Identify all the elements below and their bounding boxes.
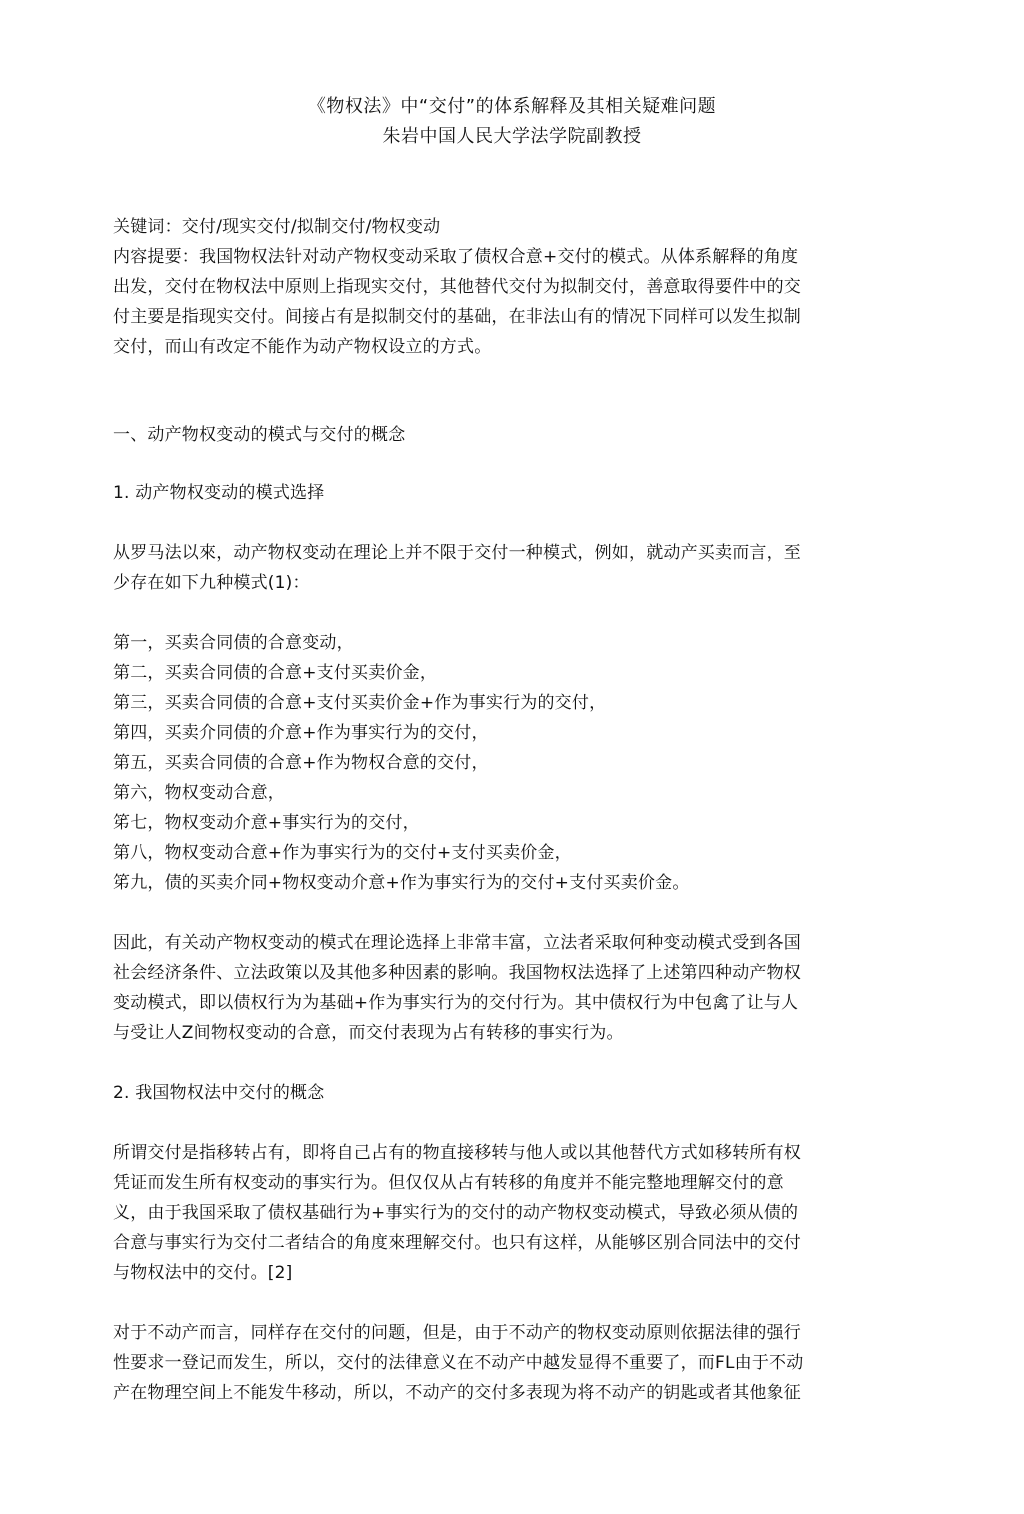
keywords-paragraph xyxy=(113,212,913,242)
paragraph-line: 社会经济条件、立法政策以及其他多种因素的影响。我国物权法选择了上述第四种动产物权 xyxy=(113,963,801,983)
abstract-line: 付主要是指现实交付。间接占有是拟制交付的基础，在非法山有的情况下同样可以发生拟制 xyxy=(113,307,801,327)
subsection-heading: 2. 我国物权法中交付的概念 xyxy=(113,1083,325,1103)
abstract-line: 交付，而山有改定不能作为动产物权设立的方式。 xyxy=(113,337,492,357)
list-item: 第二，买卖合同债的合意+支付买卖价金， xyxy=(113,663,438,683)
abstract-line: 内容提要：我国物权法针对动产物权变动采取了债权合意+交付的模式。从体系解释的角度 xyxy=(113,247,799,267)
list-item: 第一，买卖合同债的合意变动， xyxy=(113,633,354,653)
page-title: 《物权法》中“交付”的体系解释及其相关疑难问题 xyxy=(307,96,717,117)
paragraph-line: 从罗马法以來，动产物权变动在理论上并不限于交付一种模式，例如，就动产买卖而言，至 xyxy=(113,543,801,563)
paragraph-line: 因此，有关动产物权变动的模式在理论选择上非常丰富，立法者采取何种变动模式受到各国 xyxy=(113,933,801,953)
section-heading: 一、动产物权变动的模式与交付的概念 xyxy=(113,425,406,445)
conclusion-paragraph xyxy=(113,928,913,1048)
paragraph-line: 对于不动产而言，同样存在交付的问题，但是，由于不动产的物权变动原则依据法律的强行 xyxy=(113,1323,801,1343)
delivery-definition-paragraph xyxy=(113,1138,913,1288)
paragraph-line: 义，由于我国采取了债权基础行为+事实行为的交付的动产物权变动模式，导致必须从债的 xyxy=(113,1203,799,1223)
keywords-line: 关键词：交付/现实交付/拟制交付/物权变动 xyxy=(113,217,441,237)
immovable-property-paragraph xyxy=(113,1318,913,1408)
paragraph-line: 合意与事实行为交付二者结合的角度來理解交付。也只有这样，从能够区别合同法中的交付 xyxy=(113,1233,801,1253)
list-item: 第八，物权变动合意+作为事实行为的交付+支付买卖价金， xyxy=(113,843,572,863)
paragraph-line: 产在物理空间上不能发牛移动，所以，不动产的交付多表现为将不动产的钥匙或者其他象征 xyxy=(113,1383,801,1403)
paragraph-line: 凭证而发生所有权变动的事实行为。但仅仅从占有转移的角度并不能完整地理解交付的意 xyxy=(113,1173,784,1193)
paragraph-line: 与受让人Z间物权变动的合意，而交付表现为占有转移的事实行为。 xyxy=(113,1023,624,1043)
document-body xyxy=(113,212,913,1408)
list-item: 笫七，物权变动介意+事实行为的交付， xyxy=(113,813,420,833)
abstract-paragraph xyxy=(113,242,913,362)
paragraph-line: 所谓交付是指移转占有，即将自己占有的物直接移转与他人或以其他替代方式如移转所有权 xyxy=(113,1143,801,1163)
section-1-heading-block xyxy=(113,420,913,450)
list-item: 第五，买卖合同债的合意+作为物权合意的交付， xyxy=(113,753,489,773)
list-item: 第六，物权变动合意， xyxy=(113,783,285,803)
subsection-2-heading-block xyxy=(113,1078,913,1108)
modes-list xyxy=(113,628,913,898)
paragraph-line: 少存在如下九种模式(1)： xyxy=(113,573,310,593)
intro-paragraph xyxy=(113,538,913,598)
subsection-1-heading-block xyxy=(113,478,913,508)
subsection-heading: 1. 动产物权变动的模式选择 xyxy=(113,483,325,503)
list-item: 第三，买卖合同债的合意+支付买卖价金+作为事实行为的交付， xyxy=(113,693,607,713)
abstract-line: 出发，交付在物权法中原则上指现实交付，其他替代交付为拟制交付，善意取得要件中的交 xyxy=(113,277,801,297)
list-item: 笫九，债的买卖介同+物权变动介意+作为事实行为的交付+支付买卖价金。 xyxy=(113,873,690,893)
paragraph-line: 性要求一登记而发生，所以，交付的法律意义在不动产中越发显得不重要了，而FL由于不动 xyxy=(113,1353,804,1373)
list-item: 第四，买卖介同债的介意+作为事实行为的交付， xyxy=(113,723,489,743)
title-block xyxy=(0,92,1024,152)
author-line: 朱岩中国人民大学法学院副教授 xyxy=(382,126,642,147)
paragraph-line: 变动模式，即以债权行为为基础+作为事实行为的交付行为。其中债权行为中包禽了让与人 xyxy=(113,993,799,1013)
paragraph-line: 与物权法中的交付。[2] xyxy=(113,1263,293,1283)
